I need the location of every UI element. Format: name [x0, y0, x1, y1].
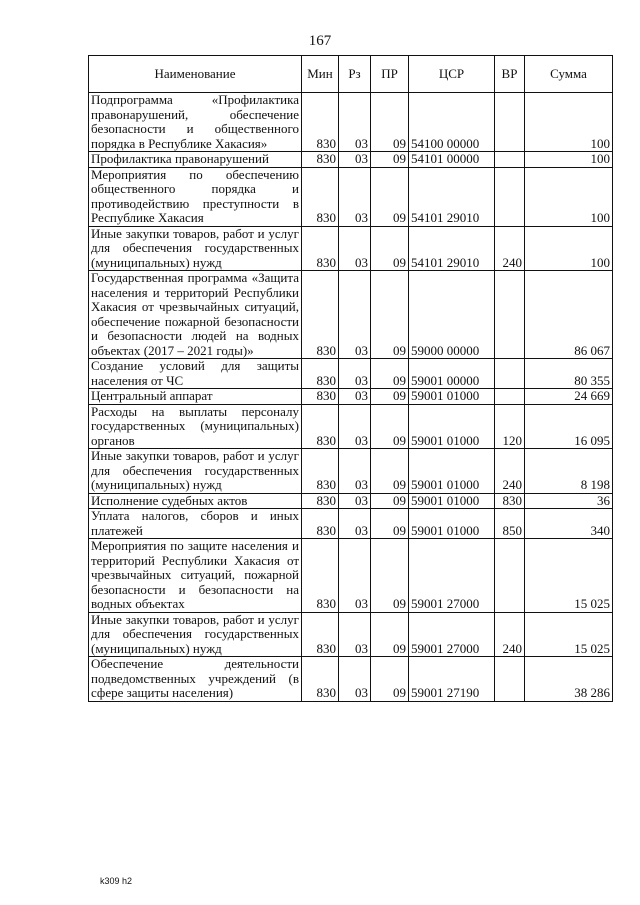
row-sum: 36: [525, 493, 613, 509]
row-rz: 03: [339, 226, 371, 271]
row-min: 830: [302, 509, 339, 539]
footer-document-code: k309 h2: [100, 876, 133, 886]
row-pr: 09: [371, 167, 409, 226]
row-pr: 09: [371, 226, 409, 271]
row-csr: 59001 01000: [409, 404, 495, 449]
row-name: Мероприятия по обеспечению общественного порядка и противодействию преступности в Республике Хакасия: [89, 167, 302, 226]
row-min: 830: [302, 449, 339, 494]
row-sum: 16 095: [525, 404, 613, 449]
row-vr: [495, 389, 525, 405]
row-name: Исполнение судебных актов: [89, 493, 302, 509]
row-min: 830: [302, 612, 339, 657]
row-vr: 240: [495, 226, 525, 271]
row-min: 830: [302, 152, 339, 168]
row-name: Государственная программа «Защита населения и территорий Республики Хакасия от чрезвычайных ситуаций, обеспечение пожарной безопасности и безопасности людей на водных объектах (2017 – 2021 годы)»: [89, 271, 302, 359]
row-csr: 59001 27000: [409, 612, 495, 657]
table-header-row: [89, 56, 613, 93]
table-row: [89, 539, 613, 613]
header-sum: Сумма: [525, 56, 613, 93]
row-name: Уплата налогов, сборов и иных платежей: [89, 509, 302, 539]
budget-table: [88, 55, 613, 702]
row-sum: 100: [525, 152, 613, 168]
row-min: 830: [302, 359, 339, 389]
header-name: Наименование: [89, 56, 302, 93]
row-rz: 03: [339, 657, 371, 702]
row-name: Обеспечение деятельности подведомственных учреждений (в сфере защиты населения): [89, 657, 302, 702]
row-sum: 340: [525, 509, 613, 539]
row-csr: 54100 00000: [409, 93, 495, 152]
row-pr: 09: [371, 152, 409, 168]
row-pr: 09: [371, 493, 409, 509]
table-row: [89, 657, 613, 702]
row-rz: 03: [339, 359, 371, 389]
row-min: 830: [302, 167, 339, 226]
table-row: [89, 226, 613, 271]
row-rz: 03: [339, 612, 371, 657]
header-csr: ЦСР: [409, 56, 495, 93]
row-vr: 830: [495, 493, 525, 509]
row-csr: 59001 01000: [409, 509, 495, 539]
table-row: [89, 271, 613, 359]
row-rz: 03: [339, 509, 371, 539]
row-pr: 09: [371, 271, 409, 359]
row-sum: 100: [525, 226, 613, 271]
row-min: 830: [302, 404, 339, 449]
row-rz: 03: [339, 93, 371, 152]
table-row: [89, 509, 613, 539]
table-row: [89, 612, 613, 657]
row-sum: 100: [525, 167, 613, 226]
row-name: Иные закупки товаров, работ и услуг для обеспечения государственных (муниципальных) нужд: [89, 612, 302, 657]
row-rz: 03: [339, 539, 371, 613]
table-row: [89, 389, 613, 405]
row-sum: 24 669: [525, 389, 613, 405]
row-sum: 38 286: [525, 657, 613, 702]
table-row: [89, 93, 613, 152]
row-pr: 09: [371, 359, 409, 389]
row-sum: 80 355: [525, 359, 613, 389]
row-sum: 100: [525, 93, 613, 152]
row-pr: 09: [371, 539, 409, 613]
row-pr: 09: [371, 93, 409, 152]
row-csr: 59001 00000: [409, 359, 495, 389]
header-vr: ВР: [495, 56, 525, 93]
table-row: [89, 404, 613, 449]
table-row: [89, 493, 613, 509]
row-name: Иные закупки товаров, работ и услуг для обеспечения государственных (муниципальных) нужд: [89, 226, 302, 271]
row-pr: 09: [371, 404, 409, 449]
row-pr: 09: [371, 449, 409, 494]
row-vr: [495, 93, 525, 152]
row-pr: 09: [371, 612, 409, 657]
row-rz: 03: [339, 271, 371, 359]
row-sum: 15 025: [525, 539, 613, 613]
header-min: Мин: [302, 56, 339, 93]
row-min: 830: [302, 389, 339, 405]
row-csr: 59001 27000: [409, 539, 495, 613]
row-rz: 03: [339, 404, 371, 449]
row-min: 830: [302, 539, 339, 613]
row-name: Расходы на выплаты персоналу государственных (муниципальных) органов: [89, 404, 302, 449]
header-pr: ПР: [371, 56, 409, 93]
row-vr: 120: [495, 404, 525, 449]
table-row: [89, 167, 613, 226]
row-pr: 09: [371, 509, 409, 539]
row-vr: [495, 657, 525, 702]
row-min: 830: [302, 226, 339, 271]
row-name: Центральный аппарат: [89, 389, 302, 405]
table-row: [89, 449, 613, 494]
row-name: Подпрограмма «Профилактика правонарушений, обеспечение безопасности и общественного порядка в Республике Хакасия»: [89, 93, 302, 152]
row-sum: 8 198: [525, 449, 613, 494]
row-min: 830: [302, 657, 339, 702]
row-pr: 09: [371, 657, 409, 702]
row-sum: 86 067: [525, 271, 613, 359]
row-csr: 59001 01000: [409, 389, 495, 405]
row-min: 830: [302, 271, 339, 359]
row-csr: 59001 27190: [409, 657, 495, 702]
row-pr: 09: [371, 389, 409, 405]
row-rz: 03: [339, 167, 371, 226]
row-csr: 59001 01000: [409, 493, 495, 509]
row-vr: [495, 167, 525, 226]
row-csr: 54101 00000: [409, 152, 495, 168]
row-vr: 240: [495, 449, 525, 494]
row-vr: 850: [495, 509, 525, 539]
row-min: 830: [302, 493, 339, 509]
row-name: Мероприятия по защите населения и территорий Республики Хакасия от чрезвычайных ситуаций, пожарной безопасности и безопасности на водных объектах: [89, 539, 302, 613]
table-row: [89, 359, 613, 389]
row-name: Создание условий для защиты населения от ЧС: [89, 359, 302, 389]
row-min: 830: [302, 93, 339, 152]
row-csr: 54101 29010: [409, 226, 495, 271]
row-csr: 59000 00000: [409, 271, 495, 359]
row-rz: 03: [339, 493, 371, 509]
row-vr: [495, 359, 525, 389]
row-rz: 03: [339, 152, 371, 168]
row-name: Профилактика правонарушений: [89, 152, 302, 168]
row-csr: 54101 29010: [409, 167, 495, 226]
row-rz: 03: [339, 389, 371, 405]
row-rz: 03: [339, 449, 371, 494]
table-row: [89, 152, 613, 168]
row-csr: 59001 01000: [409, 449, 495, 494]
page-number: 167: [308, 33, 332, 49]
row-name: Иные закупки товаров, работ и услуг для обеспечения государственных (муниципальных) нужд: [89, 449, 302, 494]
row-vr: [495, 539, 525, 613]
row-vr: [495, 271, 525, 359]
row-vr: 240: [495, 612, 525, 657]
row-sum: 15 025: [525, 612, 613, 657]
row-vr: [495, 152, 525, 168]
header-rz: Рз: [339, 56, 371, 93]
